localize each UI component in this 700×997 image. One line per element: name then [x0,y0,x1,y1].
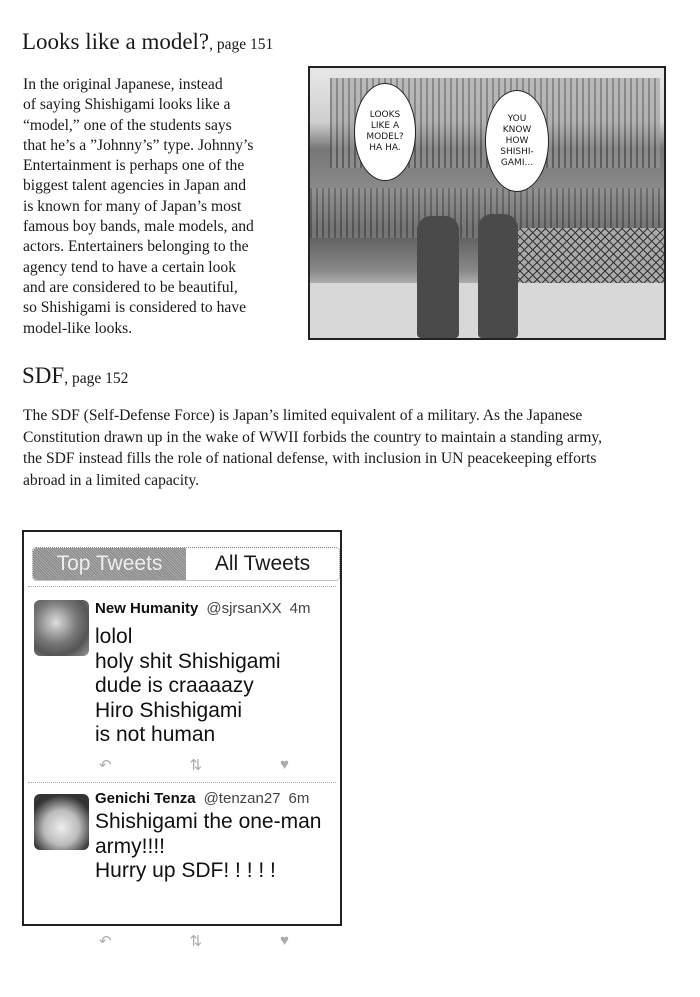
tweet-header [95,790,309,807]
text-line: abroad in a limited capacity. [23,471,200,489]
reply-icon[interactable]: ↶ [99,933,112,950]
user-handle: @sjrsanXX [206,600,282,617]
speech-bubble [485,90,549,192]
note-heading-sdf [22,362,128,393]
note-page: , page 152 [64,370,129,387]
text-line: agency tend to have a certain look [23,258,237,276]
heart-icon[interactable]: ♥ [280,756,289,773]
text-line: dude is craaaazy [95,674,254,697]
manga-panel [308,66,666,340]
avatar[interactable] [34,794,89,850]
user-handle: @tenzan27 [203,790,281,807]
user-name[interactable]: Genichi Tenza [95,790,196,807]
text-line: Shishigami the one-man [95,810,322,833]
text-line: KNOW [502,124,532,135]
tweet-text [95,810,321,884]
text-line: Hiro Shishigami [95,698,243,722]
note-title: SDF [22,363,65,388]
note-title: Looks like a model? [22,29,210,54]
text-line: model-like looks. [23,319,133,337]
text-line: holy shit Shishigami [95,649,281,673]
text-line: that he’s a ”Johnny’s” type. Johnny’s [23,136,254,154]
text-line: LOOKS [369,110,401,120]
text-line: Entertainment is perhaps one of the [23,157,245,175]
student-figure [417,216,459,338]
reply-icon[interactable]: ↶ [99,757,112,774]
note-page: , page 151 [209,36,274,53]
text-line: of saying Shishigami looks like a [23,96,231,114]
tweet-time: 6m [288,790,310,807]
avatar[interactable] [34,600,89,656]
text-line: “model,” one of the students says [23,116,232,134]
text-line: the SDF instead fills the role of national defense, with inclusion in UN peacekeeping efforts [23,450,597,467]
text-line: SHISHI- [500,146,534,157]
text-line: Hurry up SDF! ! ! ! ! [95,859,276,882]
text-line: The SDF (Self-Defense Force) is Japan’s limited equivalent of a military. As the Japanese [23,407,583,424]
text-line: In the original Japanese, instead [23,76,223,93]
divider [28,586,336,587]
student-figure [478,214,518,338]
retweet-icon[interactable]: ⇅ [189,933,203,950]
text-line: Constitution drawn up in the wake of WWII forbids the country to maintain a standing army, [23,428,603,446]
text-line: biggest talent agencies in Japan and [23,177,247,195]
tweet-actions [99,756,289,774]
text-line: is not human [95,723,216,746]
text-line: MODEL? [366,132,404,142]
text-line: YOU [507,113,527,124]
tweet-actions [99,932,289,950]
text-line: so Shishigami is considered to have [23,299,247,317]
tab-all-tweets[interactable]: All Tweets [214,552,311,575]
tab-top-tweets[interactable]: Top Tweets [33,548,186,580]
text-line: HOW [505,135,529,146]
text-line: HA HA. [369,143,401,153]
text-line: lolol [95,625,133,648]
twitter-screen [22,530,342,950]
text-line: famous boy bands, male models, and [23,218,254,236]
text-line: GAMI... [500,157,534,168]
text-line: actors. Entertainers belonging to the [23,238,249,256]
speech-bubble [354,83,416,181]
text-line: army!!!! [95,834,166,858]
note-heading-model [22,28,273,59]
note-body-sdf [23,405,602,491]
text-line: and are considered to be beautiful, [23,278,238,296]
tweet-time: 4m [289,600,311,617]
heart-icon[interactable]: ♥ [280,932,289,949]
note-body-model [23,75,254,339]
divider [28,782,336,783]
tweet-tabs [32,547,340,581]
tweet-header [95,600,310,617]
text-line: LIKE A [370,121,400,131]
text-line: is known for many of Japan’s most [23,197,242,215]
tweet-text [95,625,281,748]
retweet-icon[interactable]: ⇅ [189,757,203,774]
user-name[interactable]: New Humanity [95,600,199,617]
